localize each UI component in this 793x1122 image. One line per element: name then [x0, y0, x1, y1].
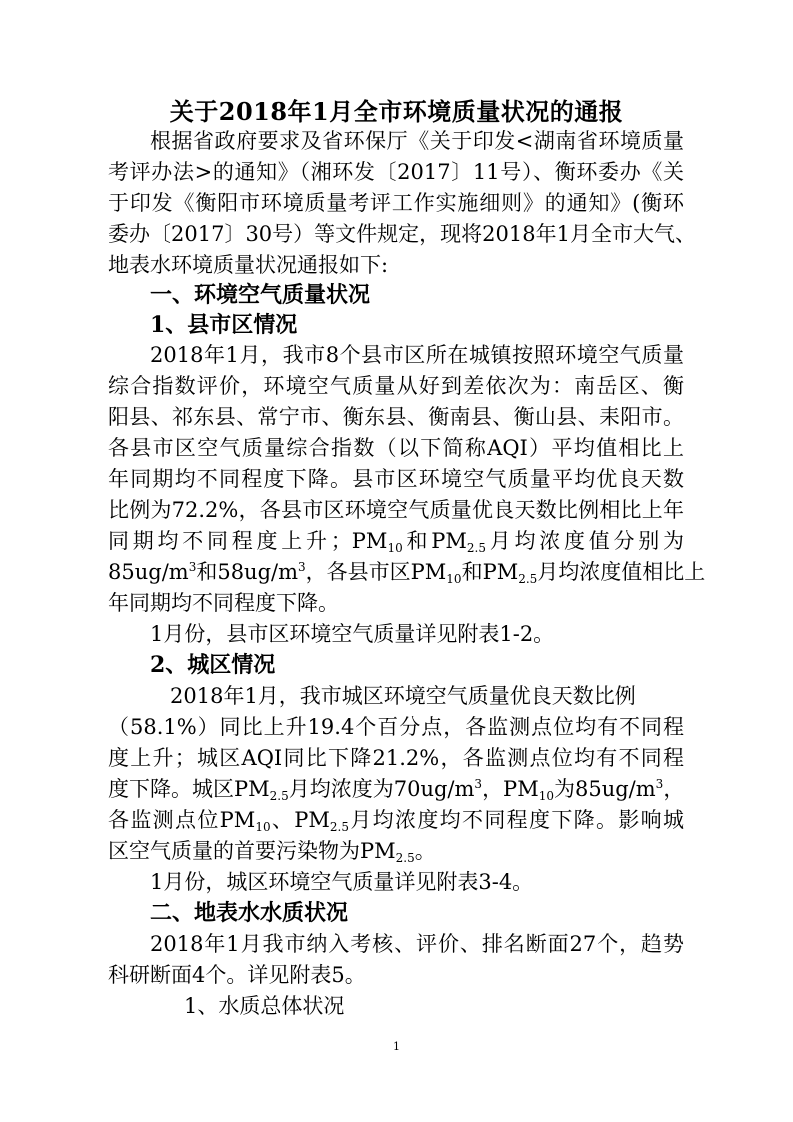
body-line-pm: 各监测点位$PM_{10}$、$PM_{2.5}$月均浓度均不同程度下降。影响城 — [108, 808, 685, 834]
body-line: 年同期均不同程度下降。 — [108, 591, 339, 615]
intro-line: 于印发《衡阳市环境质量考评工作实施细则》的通知》(衡环 — [108, 191, 684, 215]
body-line: 科研断面4个。详见附表5。 — [108, 963, 366, 987]
body-note: 1月份，城区环境空气质量详见附表3-4。 — [150, 870, 534, 894]
body-line-pm: 度下降。城区$PM_{2.5}$月均浓度为$70ug/m^3$，$PM_{10}$为$85ug/m^3$， — [108, 777, 685, 803]
intro-line: 地表水环境质量状况通报如下: — [108, 253, 389, 277]
body-line: 度上升；城区AQI同比下降21.2%，各监测点位均有不同程 — [108, 746, 684, 770]
subsection-heading-water-overall: 1、水质总体状况 — [184, 994, 345, 1018]
body-line: 2018年1月我市纳入考核、评价、排名断面27个，趋势 — [150, 932, 684, 956]
body-note: 1月份，县市区环境空气质量详见附表1-2。 — [150, 622, 555, 646]
body-line: 阳县、祁东县、常宁市、衡东县、衡南县、衡山县、耒阳市。 — [108, 405, 684, 429]
intro-line: 根据省政府要求及省环保厅《关于印发<湖南省环境质量 — [150, 129, 684, 153]
document-title: 关于2018年1月全市环境质量状况的通报 — [169, 97, 624, 126]
body-line: 2018年1月，我市城区环境空气质量优良天数比例 — [170, 684, 636, 708]
intro-line: 委办〔2017〕30号）等文件规定，现将2018年1月全市大气、 — [108, 222, 696, 246]
body-line: 年同期均不同程度下降。县市区环境空气质量平均优良天数 — [108, 467, 684, 491]
body-line: 综合指数评价，环境空气质量从好到差依次为：南岳区、衡 — [108, 374, 684, 398]
subsection-heading-city: 2、城区情况 — [150, 652, 276, 678]
page-number: 1 — [393, 1040, 400, 1053]
body-line-pm: 区空气质量的首要污染物为$PM_{2.5}$。 — [108, 839, 436, 865]
body-line-pm: 同期均不同程度上升；$PM_{10}$和$PM_{2.5}$月均浓度值分别为 — [108, 529, 685, 555]
section-heading-air: 一、环境空气质量状况 — [150, 282, 371, 308]
section-heading-water: 二、地表水水质状况 — [150, 900, 349, 926]
intro-line: 考评办法>的通知》（湘环发〔2017〕11号）、衡环委办《关 — [108, 160, 684, 184]
subsection-heading-county: 1、县市区情况 — [150, 312, 298, 338]
body-line: （58.1%）同比上升19.4个百分点，各监测点位均有不同程 — [108, 715, 684, 739]
body-line: 各县市区空气质量综合指数（以下简称AQI）平均值相比上 — [108, 436, 684, 460]
body-line: 比例为72.2%，各县市区环境空气质量优良天数比例相比上年 — [108, 498, 684, 522]
body-line: 2018年1月，我市8个县市区所在城镇按照环境空气质量 — [150, 343, 684, 367]
body-line-pm: $85ug/m^3$和$58ug/m^3$，各县市区$PM_{10}$和$PM_{2.5}$月均浓度值相比上 — [108, 560, 706, 586]
